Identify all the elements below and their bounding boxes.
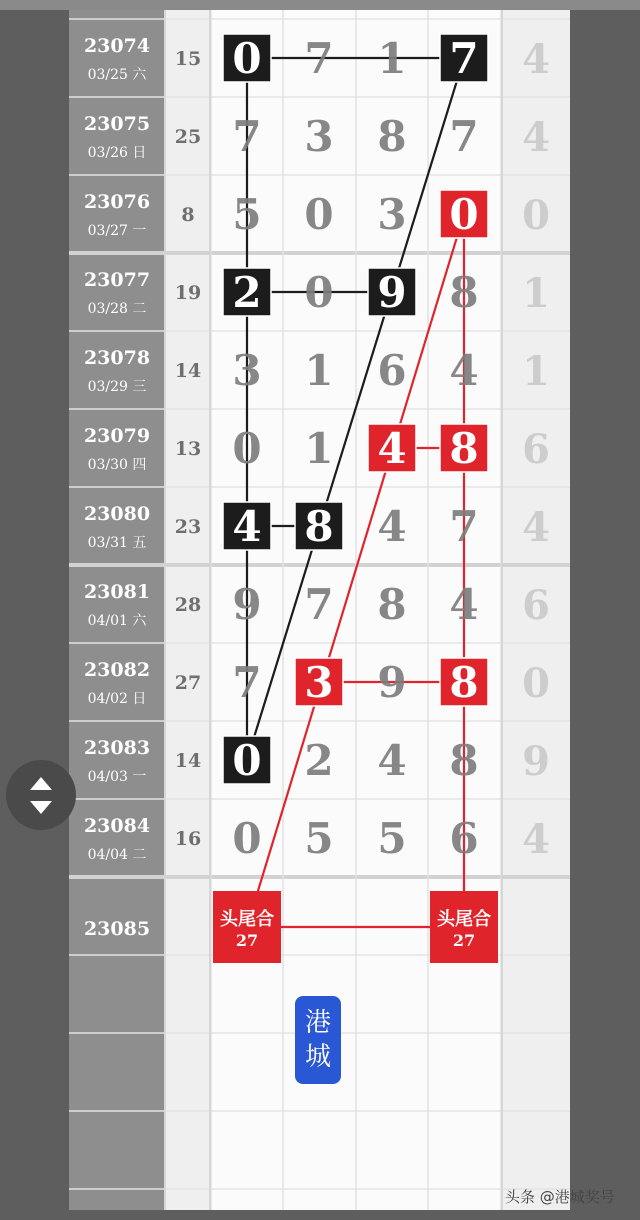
sum-value: 13 xyxy=(174,438,202,460)
digit-value: 0 xyxy=(232,736,262,785)
digit-value: 4 xyxy=(449,580,479,629)
digit-value: 0 xyxy=(449,190,479,239)
sum-value: 19 xyxy=(174,282,202,304)
sum-value: 28 xyxy=(174,594,202,616)
digit-value: 2 xyxy=(304,736,334,785)
issue-date: 04/01 六 xyxy=(87,613,147,629)
digit-value: 3 xyxy=(304,658,334,707)
tail-value: 0 xyxy=(522,192,550,239)
digit-value: 9 xyxy=(377,658,407,707)
digit-value: 0 xyxy=(304,268,334,317)
tail-value: 1 xyxy=(522,270,550,317)
tail-value: 1 xyxy=(522,348,550,395)
digit-value: 4 xyxy=(449,346,479,395)
digit-value: 1 xyxy=(304,346,334,395)
prediction-label: 头尾合 xyxy=(437,909,491,930)
up-down-arrows-icon xyxy=(6,760,76,830)
issue-column-bg xyxy=(69,10,165,1210)
prediction-value: 27 xyxy=(452,931,476,950)
digit-value: 8 xyxy=(377,580,407,629)
digit-value: 5 xyxy=(232,190,262,239)
top-edge xyxy=(0,0,640,10)
sum-value: 25 xyxy=(174,126,202,148)
digit-value: 7 xyxy=(449,34,479,83)
issue-date: 03/27 一 xyxy=(87,223,147,239)
prediction-value: 27 xyxy=(235,931,259,950)
issue-date: 04/02 日 xyxy=(87,691,147,707)
stamp-char: 港 xyxy=(304,1008,332,1038)
digit-value: 7 xyxy=(232,112,262,161)
digit-value: 7 xyxy=(449,112,479,161)
sum-value: 16 xyxy=(174,828,202,850)
digit-value: 4 xyxy=(232,502,262,551)
sum-value: 27 xyxy=(174,672,202,694)
digit-value: 3 xyxy=(377,190,407,239)
digit-value: 6 xyxy=(449,814,479,863)
digit-value: 0 xyxy=(232,34,262,83)
issue-number: 23081 xyxy=(83,581,151,603)
tail-value: 4 xyxy=(522,36,550,83)
issue-number: 23074 xyxy=(83,35,151,57)
digit-value: 8 xyxy=(449,268,479,317)
digit-value: 1 xyxy=(377,34,407,83)
digit-value: 4 xyxy=(377,736,407,785)
tail-value: 6 xyxy=(522,426,550,473)
digit-value: 1 xyxy=(304,424,334,473)
issue-date: 04/03 一 xyxy=(87,769,147,785)
scroll-control-button[interactable] xyxy=(6,760,76,830)
digit-value: 4 xyxy=(377,502,407,551)
next-issue-number: 23085 xyxy=(83,918,151,940)
sum-value: 23 xyxy=(174,516,202,538)
issue-date: 04/04 二 xyxy=(87,847,147,863)
stamp-char: 城 xyxy=(304,1042,332,1072)
issue-date: 03/31 五 xyxy=(87,535,147,551)
digit-value: 9 xyxy=(232,580,262,629)
watermark: 头条 @港城奖号 xyxy=(505,1188,615,1206)
digit-value: 0 xyxy=(232,814,262,863)
digit-value: 8 xyxy=(304,502,334,551)
digit-value: 6 xyxy=(377,346,407,395)
digit-value: 8 xyxy=(449,658,479,707)
issue-date: 03/29 三 xyxy=(87,379,147,395)
issue-number: 23076 xyxy=(83,191,151,213)
digit-value: 0 xyxy=(232,424,262,473)
digit-value: 7 xyxy=(304,34,334,83)
digit-value: 5 xyxy=(377,814,407,863)
issue-number: 23083 xyxy=(83,737,151,759)
prediction-label: 头尾合 xyxy=(220,909,274,930)
digit-value: 9 xyxy=(377,268,407,317)
digit-value: 3 xyxy=(304,112,334,161)
issue-number: 23078 xyxy=(83,347,151,369)
digit-value: 4 xyxy=(377,424,407,473)
digit-value: 8 xyxy=(449,736,479,785)
issue-number: 23079 xyxy=(83,425,151,447)
issue-number: 23077 xyxy=(83,269,151,291)
sum-value: 14 xyxy=(174,750,202,772)
issue-number: 23080 xyxy=(83,503,151,525)
digit-value: 8 xyxy=(449,424,479,473)
stamp xyxy=(295,996,341,1084)
digit-value: 7 xyxy=(304,580,334,629)
issue-number: 23075 xyxy=(83,113,151,135)
digit-value: 0 xyxy=(304,190,334,239)
tail-value: 6 xyxy=(522,582,550,629)
digit-value: 3 xyxy=(232,346,262,395)
digit-value: 8 xyxy=(377,112,407,161)
sum-value: 8 xyxy=(181,204,195,226)
digit-value: 5 xyxy=(304,814,334,863)
issue-number: 23082 xyxy=(83,659,151,681)
tail-value: 9 xyxy=(522,738,550,785)
digit-value: 7 xyxy=(232,658,262,707)
sum-value: 15 xyxy=(174,48,202,70)
digit-value: 7 xyxy=(449,502,479,551)
digit-value: 2 xyxy=(232,268,262,317)
issue-date: 03/30 四 xyxy=(87,457,147,473)
issue-number: 23084 xyxy=(83,815,151,837)
sum-value: 14 xyxy=(174,360,202,382)
tail-value: 0 xyxy=(522,660,550,707)
tail-value: 4 xyxy=(522,114,550,161)
tail-value: 4 xyxy=(522,504,550,551)
tail-value: 4 xyxy=(522,816,550,863)
issue-date: 03/26 日 xyxy=(87,145,147,161)
issue-date: 03/28 二 xyxy=(87,301,147,317)
issue-date: 03/25 六 xyxy=(87,67,147,83)
